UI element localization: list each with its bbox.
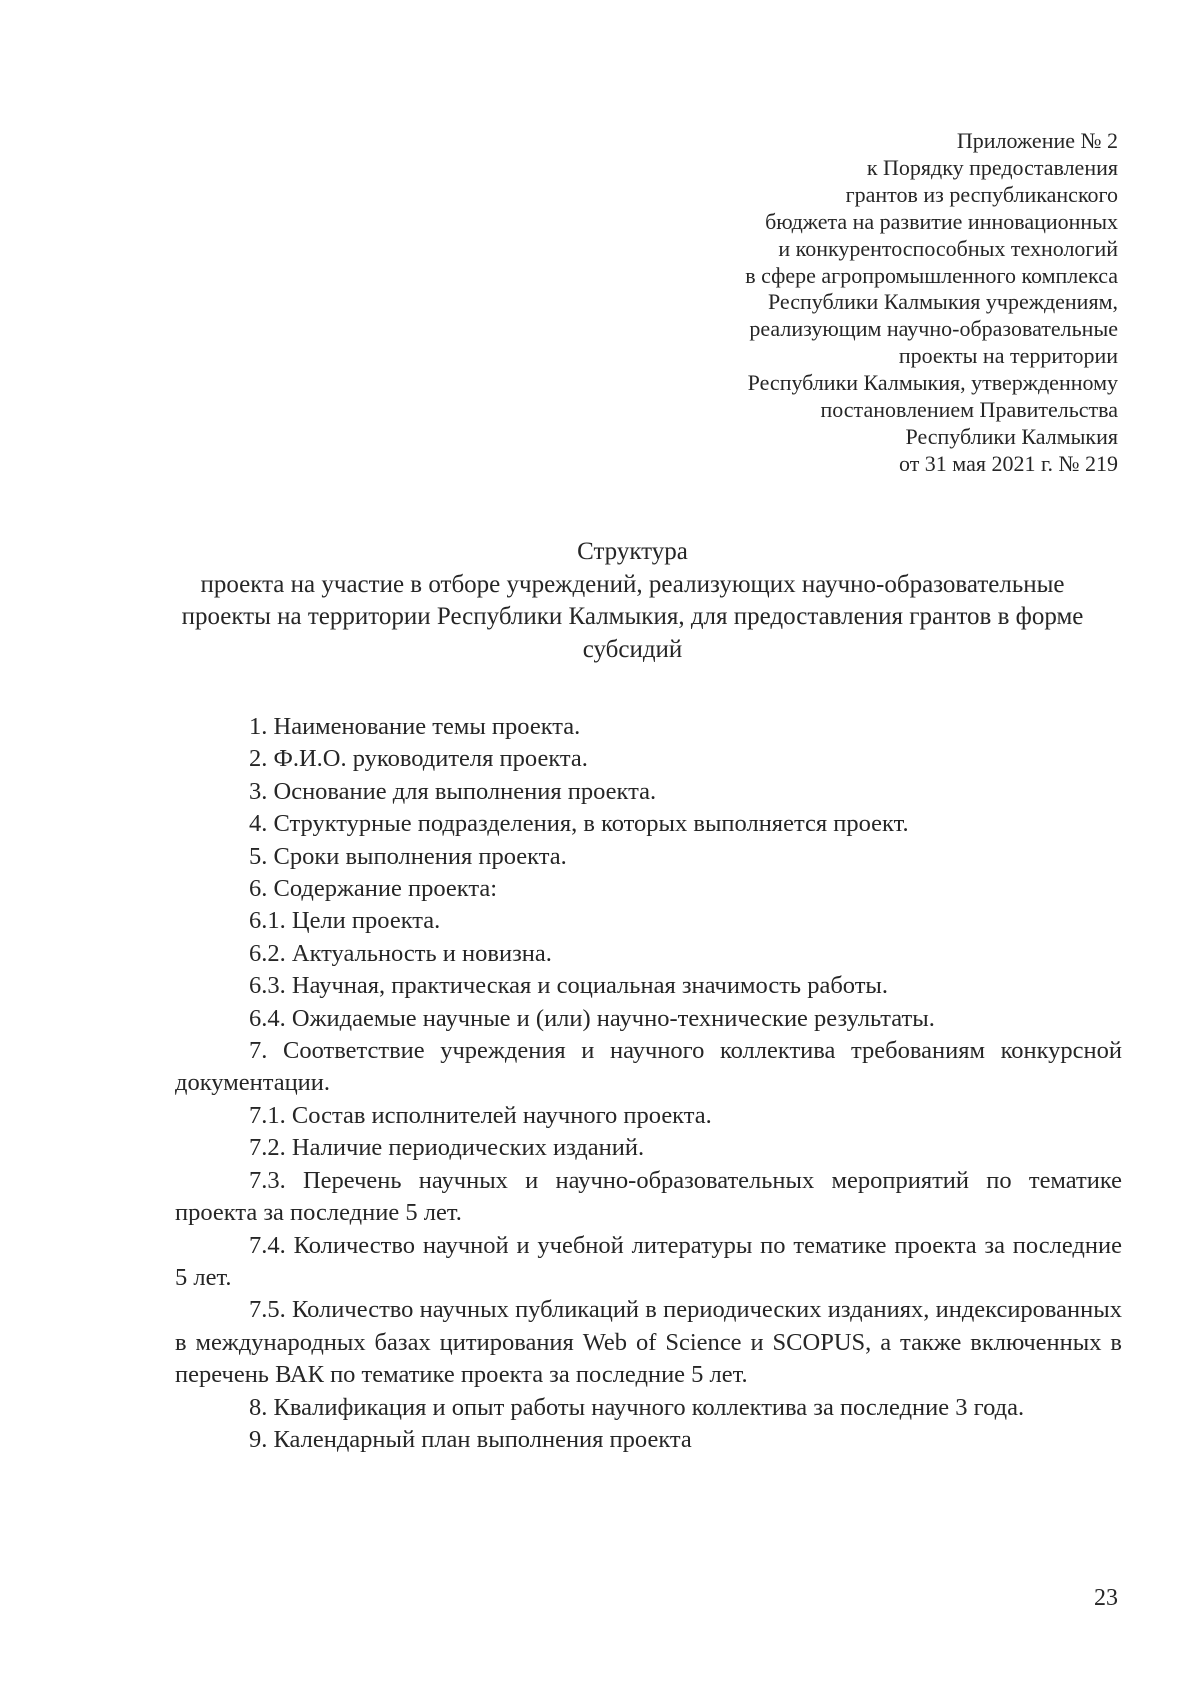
list-item: 6.1. Цели проекта.: [249, 907, 441, 935]
structure-list: [175, 711, 1122, 1456]
list-item: 2. Ф.И.О. руководителя проекта.: [249, 745, 588, 773]
appendix-line: Республики Калмыкия: [905, 423, 1118, 449]
document-title: [175, 536, 1090, 666]
list-item: 3. Основание для выполнения проекта.: [249, 777, 657, 805]
list-item: 7.4. Количество научной и учебной литературы по тематике проекта за последние 5 лет.: [175, 1231, 1122, 1291]
appendix-line: в сфере агропромышленного комплекса: [745, 262, 1118, 288]
list-item: 8. Квалификация и опыт работы научного коллектива за последние 3 года.: [249, 1393, 1025, 1421]
list-item: 6.2. Актуальность и новизна.: [249, 939, 552, 967]
list-item: 7.5. Количество научных публикаций в периодических изданиях, индексированных в международных базах цитирования Web of Science и SCOPUS, а также включенных в перечень ВАК по тематике проекта за последние 5 лет.: [175, 1296, 1122, 1389]
list-item: 6.3. Научная, практическая и социальная значимость работы.: [249, 972, 889, 1000]
page-number: 23: [1094, 1585, 1118, 1611]
appendix-line: бюджета на развитие инновационных: [765, 208, 1118, 234]
appendix-line: Республики Калмыкия, утвержденному: [747, 370, 1118, 396]
list-item: 6.4. Ожидаемые научные и (или) научно-технические результаты.: [249, 1004, 935, 1032]
appendix-line: и конкурентоспособных технологий: [778, 235, 1118, 261]
list-item: 5. Сроки выполнения проекта.: [249, 842, 567, 870]
list-item: 6. Содержание проекта:: [249, 875, 498, 903]
appendix-line: постановлением Правительства: [820, 397, 1118, 423]
appendix-line: грантов из республиканского: [845, 181, 1118, 207]
appendix-line: Республики Калмыкия учреждениям,: [767, 289, 1118, 315]
list-item: 9. Календарный план выполнения проекта: [249, 1425, 692, 1453]
list-item: 4. Структурные подразделения, в которых выполняется проект.: [249, 810, 909, 838]
appendix-header: [558, 128, 1118, 478]
appendix-line: Приложение № 2: [956, 128, 1118, 153]
list-item: 7.1. Состав исполнителей научного проекта.: [249, 1101, 712, 1129]
list-item: 1. Наименование темы проекта.: [249, 713, 581, 740]
appendix-line: проекты на территории: [898, 343, 1118, 369]
list-item: 7.3. Перечень научных и научно-образовательных мероприятий по тематике проекта за последние 5 лет.: [175, 1166, 1122, 1227]
list-item: 7.2. Наличие периодических изданий.: [249, 1134, 645, 1162]
title-heading: Структура: [577, 538, 688, 565]
title-subtitle: проекта на участие в отборе учреждений, реализующих научно-образовательные проекты на территории Республики Калмыкия, для предоставления грантов в форме субсидий: [181, 570, 1084, 663]
list-item: 7. Соответствие учреждения и научного коллектива требованиям конкурсной документации.: [175, 1037, 1122, 1097]
appendix-line: к Порядку предоставления: [866, 154, 1118, 180]
appendix-line: от 31 мая 2021 г. № 219: [898, 450, 1118, 476]
appendix-line: реализующим научно-образовательные: [749, 316, 1118, 342]
